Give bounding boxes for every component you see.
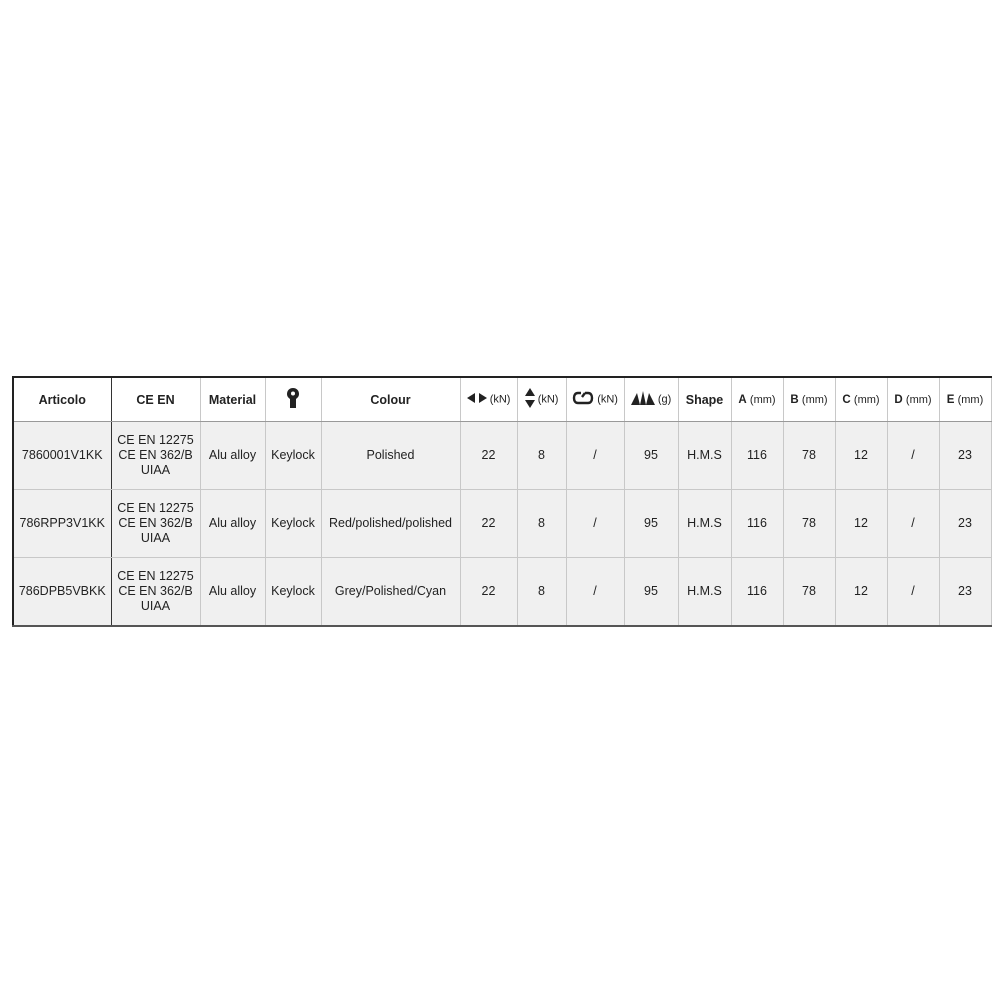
cell-shape: H.M.S bbox=[678, 490, 731, 558]
cell-major-axis: 22 bbox=[460, 490, 517, 558]
header-gate bbox=[265, 377, 321, 422]
cell-c: 12 bbox=[835, 490, 887, 558]
unit-mm: (mm) bbox=[905, 393, 932, 406]
cell-gate-open: / bbox=[566, 490, 624, 558]
cell-minor-axis: 8 bbox=[517, 558, 566, 627]
cell-colour: Red/polished/polished bbox=[321, 490, 460, 558]
cell-colour: Polished bbox=[321, 422, 460, 490]
cell-material: Alu alloy bbox=[200, 558, 265, 627]
table-row bbox=[13, 422, 991, 490]
header-a bbox=[731, 377, 783, 422]
unit-kn: (kN) bbox=[489, 393, 511, 406]
cell-shape: H.M.S bbox=[678, 558, 731, 627]
cell-certification bbox=[111, 490, 200, 558]
header-gate-open bbox=[566, 377, 624, 422]
header-a-label: A bbox=[738, 393, 747, 406]
cell-a: 116 bbox=[731, 490, 783, 558]
cell-b: 78 bbox=[783, 422, 835, 490]
cell-major-axis: 22 bbox=[460, 558, 517, 627]
cert-line: CE EN 362/B bbox=[118, 516, 193, 530]
unit-g: (g) bbox=[657, 393, 672, 406]
cell-articolo: 786RPP3V1KK bbox=[13, 490, 111, 558]
header-minor-axis bbox=[517, 377, 566, 422]
unit-mm: (mm) bbox=[853, 393, 880, 406]
cell-weight: 95 bbox=[624, 558, 678, 627]
cell-certification bbox=[111, 558, 200, 627]
header-shape: Shape bbox=[678, 377, 731, 422]
header-articolo: Articolo bbox=[13, 377, 111, 422]
cell-c: 12 bbox=[835, 422, 887, 490]
header-weight bbox=[624, 377, 678, 422]
table-row bbox=[13, 558, 991, 627]
header-material: Material bbox=[200, 377, 265, 422]
cell-gate: Keylock bbox=[265, 490, 321, 558]
header-e-label: E bbox=[946, 393, 955, 406]
cell-d: / bbox=[887, 422, 939, 490]
unit-mm: (mm) bbox=[801, 393, 828, 406]
cert-line: CE EN 12275 bbox=[117, 433, 194, 447]
unit-kn: (kN) bbox=[537, 393, 559, 406]
cell-b: 78 bbox=[783, 490, 835, 558]
cell-material: Alu alloy bbox=[200, 422, 265, 490]
header-certification bbox=[111, 377, 200, 422]
cell-weight: 95 bbox=[624, 490, 678, 558]
cert-line: UIAA bbox=[140, 531, 171, 545]
cell-e: 23 bbox=[939, 558, 991, 627]
header-c bbox=[835, 377, 887, 422]
table-row bbox=[13, 490, 991, 558]
cell-material: Alu alloy bbox=[200, 490, 265, 558]
cert-line: UIAA bbox=[140, 599, 171, 613]
cell-a: 116 bbox=[731, 558, 783, 627]
keylock-gate-icon bbox=[286, 387, 300, 412]
cert-line: UIAA bbox=[140, 463, 171, 477]
cell-shape: H.M.S bbox=[678, 422, 731, 490]
cell-a: 116 bbox=[731, 422, 783, 490]
cell-e: 23 bbox=[939, 422, 991, 490]
header-d-label: D bbox=[894, 393, 903, 406]
cell-gate-open: / bbox=[566, 558, 624, 627]
cell-d: / bbox=[887, 558, 939, 627]
cell-b: 78 bbox=[783, 558, 835, 627]
cert-line: CE EN 362/B bbox=[118, 448, 193, 462]
cell-c: 12 bbox=[835, 558, 887, 627]
cell-e: 23 bbox=[939, 490, 991, 558]
unit-mm: (mm) bbox=[749, 393, 776, 406]
cell-minor-axis: 8 bbox=[517, 422, 566, 490]
cell-colour: Grey/Polished/Cyan bbox=[321, 558, 460, 627]
unit-kn: (kN) bbox=[597, 393, 618, 406]
major-axis-strength-icon bbox=[467, 393, 487, 406]
cert-line: CE EN 12275 bbox=[117, 569, 194, 583]
cell-minor-axis: 8 bbox=[517, 490, 566, 558]
ce-mark: CE bbox=[136, 392, 154, 407]
cell-articolo: 786DPB5VBKK bbox=[13, 558, 111, 627]
cell-d: / bbox=[887, 490, 939, 558]
cell-gate-open: / bbox=[566, 422, 624, 490]
cert-line: CE EN 12275 bbox=[117, 501, 194, 515]
header-c-label: C bbox=[842, 393, 851, 406]
gate-open-strength-icon bbox=[572, 391, 594, 408]
header-colour: Colour bbox=[321, 377, 460, 422]
header-e bbox=[939, 377, 991, 422]
header-major-axis bbox=[460, 377, 517, 422]
header-d bbox=[887, 377, 939, 422]
minor-axis-strength-icon bbox=[525, 388, 535, 411]
cert-line: CE EN 362/B bbox=[118, 584, 193, 598]
spec-table bbox=[12, 376, 992, 627]
header-en: EN bbox=[157, 392, 175, 407]
cell-weight: 95 bbox=[624, 422, 678, 490]
weight-icon bbox=[631, 391, 655, 408]
cell-major-axis: 22 bbox=[460, 422, 517, 490]
cell-certification bbox=[111, 422, 200, 490]
unit-mm: (mm) bbox=[957, 393, 984, 406]
header-b bbox=[783, 377, 835, 422]
header-row bbox=[13, 377, 991, 422]
cell-articolo: 7860001V1KK bbox=[13, 422, 111, 490]
header-b-label: B bbox=[790, 393, 799, 406]
cell-gate: Keylock bbox=[265, 422, 321, 490]
cell-gate: Keylock bbox=[265, 558, 321, 627]
